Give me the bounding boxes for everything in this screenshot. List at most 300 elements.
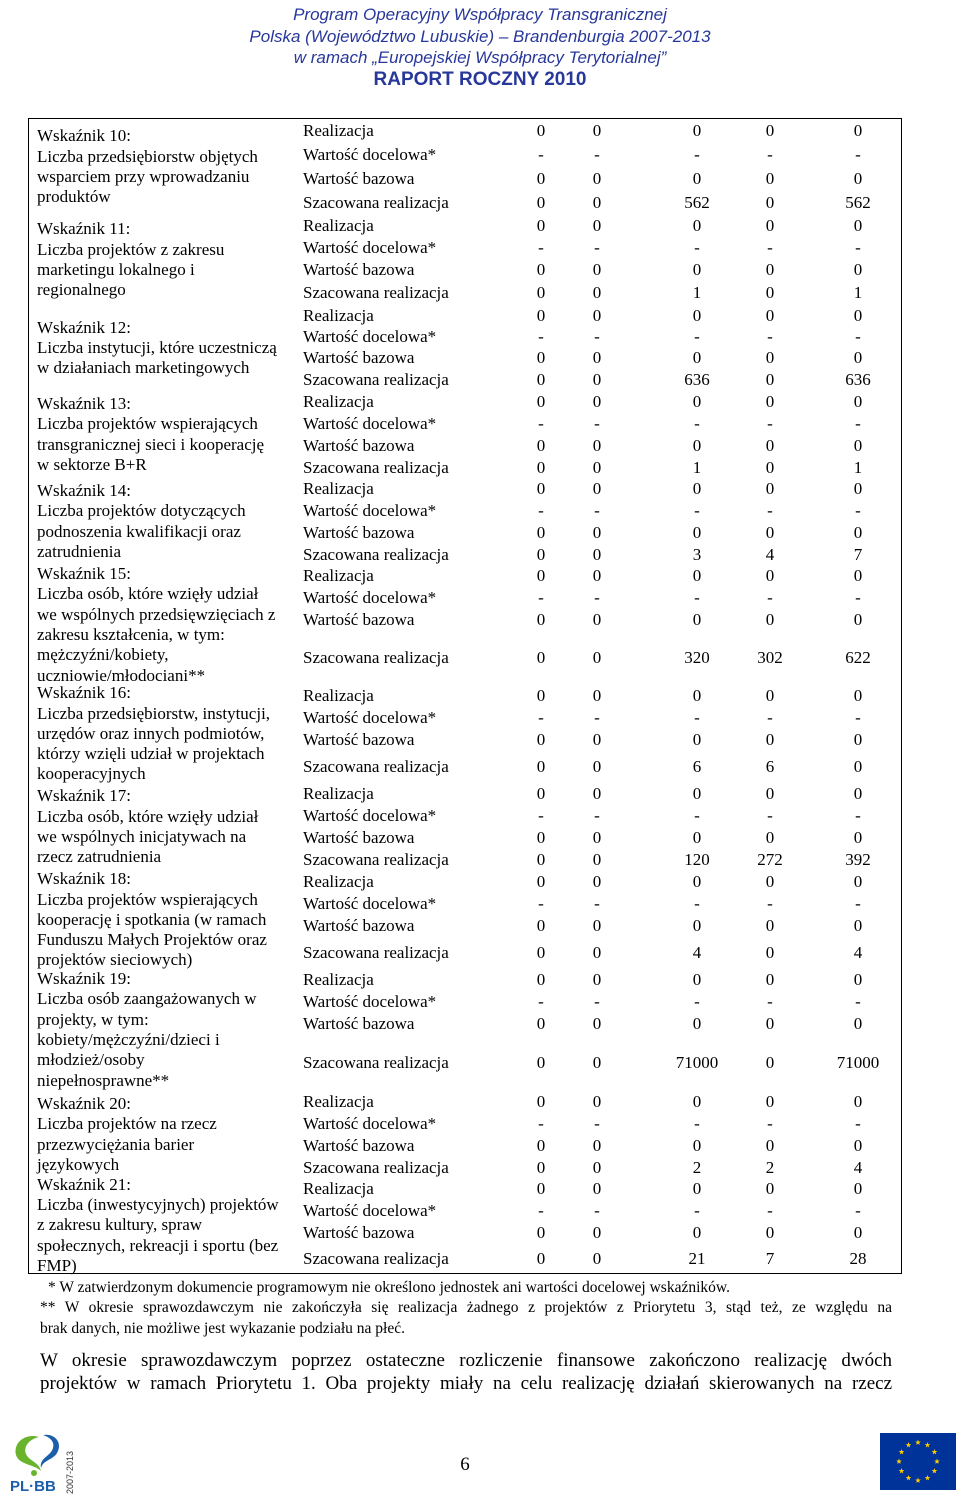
value-cell: 0 [592,686,602,705]
value-row [299,969,901,991]
value-cell: 0 [765,1223,775,1242]
row-label: Wartość docelowa* [303,238,437,257]
value-cell: 1 [853,457,863,477]
value-cell: - [694,992,700,1011]
row-label: Wartość bazowa [303,260,415,279]
value-cell: - [767,238,773,257]
value-cell: 0 [853,169,863,188]
indicator-description [29,871,299,969]
value-cell: 2 [692,1157,702,1177]
indicator-description-line: Liczba projektów z zakresu [37,239,225,259]
value-cell: 0 [765,686,775,705]
value-cell: 0 [592,193,602,212]
value-row [299,1222,901,1244]
row-label: Wartość docelowa* [303,326,437,346]
value-row [299,1113,901,1135]
value-row [299,1178,901,1200]
indicator-title: Wskaźnik 10: [37,126,131,146]
row-label: Szacowana realizacja [303,757,449,776]
value-cell: 0 [536,730,546,749]
row-label: Realizacja [303,1179,374,1198]
value-cell: - [538,414,544,433]
value-row [299,849,901,871]
row-label: Wartość bazowa [303,610,415,629]
indicator-values [299,478,901,565]
value-cell: 0 [536,523,546,542]
indicator-description [29,565,299,685]
value-row [299,143,901,167]
value-cell: 0 [692,523,702,542]
document-header [0,4,960,91]
value-row [299,215,901,237]
indicator-description-line: którzy wzięli udział w projektach [37,744,265,764]
indicator-description-line: Liczba projektów wspierających [37,889,258,909]
value-cell: 0 [853,523,863,542]
indicator-description-line: produktów [37,187,111,207]
value-cell: - [594,1114,600,1133]
indicator-values [299,1091,901,1178]
indicator-description-line: Liczba (inwestycyjnych) projektów [37,1195,279,1215]
value-cell: 2 [765,1157,775,1177]
value-cell: 0 [536,260,546,279]
value-cell: 0 [536,1014,546,1033]
value-cell: 0 [692,305,702,325]
row-label: Realizacja [303,970,374,989]
indicator-description-line: kooperację i spotkania (w ramach [37,909,267,929]
row-label: Wartość bazowa [303,347,415,367]
value-cell: - [538,326,544,346]
value-cell: 0 [853,260,863,279]
indicator-description-line: Liczba osób, które wzięły udział [37,584,259,604]
value-cell: 636 [845,369,871,389]
value-row [299,937,901,969]
value-cell: 0 [692,1014,702,1033]
indicator-table [28,118,902,1274]
value-cell: 0 [853,305,863,325]
value-cell: 0 [692,872,702,891]
value-cell: 0 [592,544,602,564]
value-cell: 0 [536,757,546,776]
value-cell: 0 [536,872,546,891]
indicator-description-line: zatrudnienia [37,541,122,561]
value-cell: - [538,588,544,607]
indicator-description-line: Funduszu Małych Projektów oraz [37,930,267,950]
value-cell: - [767,894,773,913]
value-cell: - [538,1114,544,1133]
value-cell: 0 [692,566,702,585]
value-cell: 0 [853,872,863,891]
value-cell: 636 [684,369,710,389]
value-row [299,915,901,937]
value-cell: 0 [592,392,602,411]
row-label: Wartość docelowa* [303,806,437,825]
value-cell: 0 [692,260,702,279]
value-cell: 562 [845,193,871,212]
value-row [299,522,901,544]
logo-years: 2007-2013 [65,1450,75,1494]
value-cell: 0 [592,1053,602,1072]
value-cell: 0 [765,121,775,140]
row-label: Wartość docelowa* [303,708,437,727]
value-cell: 0 [765,566,775,585]
value-cell: 0 [536,1248,546,1268]
value-cell: 1 [692,283,702,302]
value-cell: 0 [692,686,702,705]
value-cell: - [767,145,773,164]
value-cell: - [694,414,700,433]
value-row [299,305,901,326]
row-label: Wartość bazowa [303,436,415,455]
row-label: Szacowana realizacja [303,648,449,667]
row-label: Szacowana realizacja [303,544,449,564]
row-label: Wartość docelowa* [303,1201,437,1220]
value-cell: 0 [536,566,546,585]
row-label: Realizacja [303,1092,374,1111]
value-cell: 0 [536,1157,546,1177]
row-label: Szacowana realizacja [303,193,449,212]
value-cell: - [855,414,861,433]
value-row [299,413,901,435]
value-row [299,805,901,827]
value-cell: 0 [765,610,775,629]
value-cell: 0 [765,305,775,325]
value-cell: 0 [853,1136,863,1155]
value-cell: 0 [765,730,775,749]
value-cell: - [594,326,600,346]
indicator-description-line: językowych [37,1154,120,1174]
value-cell: 0 [592,436,602,455]
value-cell: 0 [765,943,775,962]
value-cell: 0 [592,260,602,279]
indicator-description-line: podnoszenia kwalifikacji oraz [37,521,241,541]
value-cell: - [855,1114,861,1133]
value-cell: 0 [592,828,602,847]
value-cell: - [767,992,773,1011]
value-row [299,326,901,347]
value-cell: 0 [853,1092,863,1111]
value-cell: 4 [853,943,863,962]
value-cell: 0 [536,1053,546,1072]
indicator-values [299,685,901,783]
value-cell: 0 [592,1136,602,1155]
value-row [299,729,901,751]
indicator-description-line: Liczba przedsiębiorstw, instytucji, [37,703,271,723]
row-label: Wartość bazowa [303,169,415,188]
value-cell: 0 [765,457,775,477]
value-cell: - [538,145,544,164]
indicator-description [29,215,299,305]
value-cell: - [694,326,700,346]
value-cell: 0 [592,1179,602,1198]
indicator-description [29,119,299,215]
value-cell: 0 [853,121,863,140]
value-row [299,827,901,849]
indicator-block [29,783,901,871]
value-cell: 0 [692,1136,702,1155]
value-row [299,119,901,143]
indicator-block [29,305,901,391]
value-cell: - [855,806,861,825]
row-label: Szacowana realizacja [303,850,449,869]
value-cell: 320 [684,648,710,667]
value-cell: 0 [692,784,702,803]
value-cell: 0 [536,828,546,847]
value-row [299,457,901,478]
logo-name: PL·BB [10,1478,56,1495]
indicator-values [299,391,901,478]
value-cell: 0 [765,193,775,212]
value-cell: - [767,326,773,346]
indicator-description-line: Liczba osób, które wzięły udział [37,806,259,826]
value-cell: 0 [692,216,702,235]
value-cell: - [855,326,861,346]
value-cell: 0 [536,1092,546,1111]
row-label: Realizacja [303,686,374,705]
indicator-description-line: we wspólnych przedsięwzięciach z [37,604,276,624]
value-row [299,631,901,685]
value-cell: 0 [765,260,775,279]
row-label: Szacowana realizacja [303,1248,449,1268]
value-cell: 0 [592,850,602,869]
value-cell: 4 [692,943,702,962]
value-cell: 0 [592,916,602,935]
indicator-description-line: rzecz zatrudnienia [37,847,162,867]
value-row [299,1244,901,1273]
value-row [299,167,901,191]
value-row [299,783,901,805]
indicator-description-line: FMP) [37,1255,77,1275]
value-cell: 0 [536,544,546,564]
value-cell: - [594,414,600,433]
value-row [299,751,901,783]
value-cell: 0 [536,283,546,302]
indicator-description [29,783,299,871]
value-cell: 0 [692,916,702,935]
eu-flag-icon [880,1433,956,1490]
value-cell: 0 [692,436,702,455]
indicator-block [29,478,901,565]
value-cell: 28 [849,1248,867,1268]
value-cell: 0 [592,121,602,140]
indicator-block [29,215,901,305]
value-cell: - [694,806,700,825]
value-cell: 21 [688,1248,706,1268]
value-cell: - [538,894,544,913]
value-cell: 0 [853,1223,863,1242]
value-cell: 0 [536,305,546,325]
value-cell: 0 [765,916,775,935]
value-cell: 0 [592,1092,602,1111]
value-cell: 0 [536,1179,546,1198]
value-cell: 0 [765,1053,775,1072]
indicator-description-line: kooperacyjnych [37,764,146,784]
indicator-description-line: zakresu kształcenia, w tym: [37,625,225,644]
value-cell: - [538,708,544,727]
indicator-description [29,1174,299,1275]
indicator-values [299,215,901,305]
value-cell: 0 [853,730,863,749]
value-cell: - [855,238,861,257]
value-cell: 0 [853,828,863,847]
indicator-title: Wskaźnik 11: [37,219,131,239]
indicator-description-line: w sektorze B+R [37,454,147,474]
indicator-values [299,119,901,215]
value-cell: 0 [765,216,775,235]
value-cell: 0 [853,610,863,629]
indicator-title: Wskaźnik 16: [37,683,131,703]
row-label: Realizacja [303,566,374,585]
row-label: Realizacja [303,872,374,891]
indicator-description-line: z zakresu kultury, spraw [37,1215,203,1235]
row-label: Szacowana realizacja [303,369,449,389]
value-cell: 0 [592,369,602,389]
value-cell: 0 [853,757,863,776]
row-label: Wartość docelowa* [303,145,437,164]
indicator-title: Wskaźnik 19: [37,969,131,989]
row-label: Realizacja [303,305,374,325]
value-cell: - [767,414,773,433]
value-cell: 71000 [836,1053,880,1072]
indicator-title: Wskaźnik 12: [37,317,131,337]
indicator-description-line: projekty, w tym: [37,1009,149,1029]
value-cell: 622 [845,648,871,667]
footnote-single-asterisk: * W zatwierdzonym dokumencie programowym nie określono jednostek ani wartości docelowej wskaźników. [48,1279,730,1296]
indicator-description-line: Liczba projektów dotyczących [37,501,246,521]
row-label: Wartość bazowa [303,523,415,542]
value-cell: - [594,1201,600,1220]
indicator-description-line: Liczba projektów na rzecz [37,1114,217,1134]
value-cell: 0 [592,784,602,803]
indicator-description-line: młodzież/osoby [37,1050,145,1070]
indicator-description-line: w działaniach marketingowych [37,358,250,378]
indicator-description-line: transgranicznej sieci i kooperację [37,434,265,454]
value-row [299,500,901,522]
value-cell: - [767,588,773,607]
indicator-block [29,969,901,1091]
value-cell: 0 [592,566,602,585]
value-cell: 0 [536,369,546,389]
value-cell: - [767,501,773,520]
value-cell: 0 [536,347,546,367]
value-cell: 0 [592,730,602,749]
value-cell: 1 [692,457,702,477]
indicator-description-line: wsparciem przy wprowadzaniu [37,167,250,186]
indicator-description-line: Liczba przedsiębiorstw objętych [37,146,258,166]
program-scope-line: w ramach „Europejskiej Współpracy Terytorialnej” [293,48,667,67]
indicator-title: Wskaźnik 17: [37,786,131,806]
value-row [299,991,901,1013]
value-cell: - [694,708,700,727]
value-cell: 0 [853,392,863,411]
row-label: Realizacja [303,121,374,140]
indicator-values [299,783,901,871]
value-cell: 0 [765,392,775,411]
indicator-title: Wskaźnik 21: [37,1174,131,1194]
value-cell: 7 [853,544,863,564]
value-row [299,609,901,631]
value-row [299,237,901,259]
row-label: Realizacja [303,784,374,803]
indicator-block [29,685,901,783]
value-cell: - [855,708,861,727]
indicator-title: Wskaźnik 18: [37,869,131,889]
indicator-values [299,305,901,391]
value-row [299,391,901,413]
value-cell: 0 [536,850,546,869]
value-cell: 0 [592,943,602,962]
value-cell: 0 [765,169,775,188]
value-cell: 0 [536,216,546,235]
value-cell: 0 [692,1223,702,1242]
value-cell: - [767,806,773,825]
footnote-double-asterisk-line: ** W okresie sprawozdawczym nie zakończyła się realizacja żadnego z projektów z Priorytetu 3, stąd też, ze względu na [40,1299,892,1316]
value-cell: 0 [765,1014,775,1033]
value-row [299,587,901,609]
indicator-values [299,1178,901,1273]
value-cell: - [855,501,861,520]
value-cell: 0 [692,169,702,188]
value-cell: 0 [536,392,546,411]
value-cell: - [694,501,700,520]
value-cell: 0 [853,479,863,498]
value-cell: 6 [692,757,702,776]
value-cell: 0 [765,1179,775,1198]
indicator-description-line: Liczba instytucji, które uczestniczą [37,337,277,357]
value-cell: 0 [536,970,546,989]
value-cell: 0 [536,1136,546,1155]
value-row [299,435,901,457]
value-cell: 0 [692,347,702,367]
value-cell: 0 [853,566,863,585]
value-cell: 0 [692,730,702,749]
indicator-description [29,1091,299,1178]
value-cell: 0 [692,479,702,498]
value-row [299,281,901,305]
value-cell: - [538,238,544,257]
value-cell: - [767,1114,773,1133]
value-row [299,544,901,565]
value-cell: 6 [765,757,775,776]
value-cell: 0 [853,216,863,235]
value-cell: 0 [536,1223,546,1242]
indicator-description-line: urzędów oraz innych podmiotów, [37,723,265,743]
value-cell: 0 [692,610,702,629]
value-cell: 0 [692,121,702,140]
value-cell: 0 [536,916,546,935]
value-cell: - [538,1201,544,1220]
value-row [299,565,901,587]
value-cell: 0 [765,347,775,367]
value-cell: 0 [592,757,602,776]
indicator-title: Wskaźnik 13: [37,393,131,413]
value-cell: - [594,806,600,825]
value-cell: 0 [765,283,775,302]
value-cell: 302 [757,648,783,667]
value-cell: 0 [536,121,546,140]
value-cell: 0 [592,347,602,367]
value-cell: 0 [692,1179,702,1198]
row-label: Wartość docelowa* [303,894,437,913]
value-cell: 0 [765,369,775,389]
indicator-description-line: projektów sieciowych) [37,950,193,970]
indicator-description-line: niepełnosprawne** [37,1070,170,1090]
indicator-title: Wskaźnik 15: [37,564,131,584]
row-label: Wartość docelowa* [303,992,437,1011]
indicator-description [29,969,299,1091]
value-cell: 0 [853,347,863,367]
value-cell: 0 [592,523,602,542]
row-label: Realizacja [303,392,374,411]
